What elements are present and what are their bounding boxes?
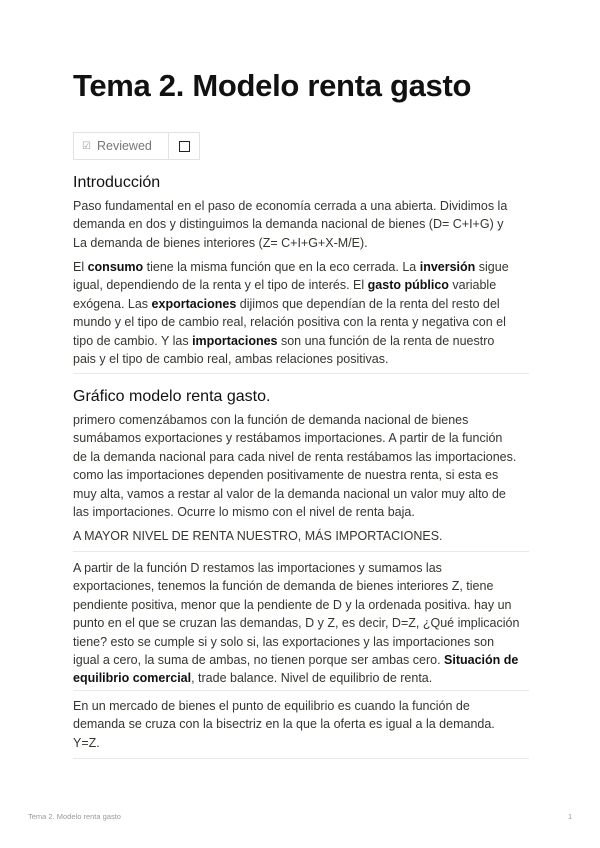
text-line: Y=Z. (73, 735, 100, 750)
text-line: punto en el que se cruzan las demandas, D y Z, es decir, D=Z, ¿Qué implicación (73, 616, 520, 631)
property-label: Reviewed (96, 139, 152, 153)
footer-page-number: 1 (568, 812, 573, 821)
divider (73, 373, 529, 374)
grafico-paragraph-3 (73, 559, 529, 688)
text-line: muy alta, vamos a restar al valor de la demanda nacional un valor muy alto de (73, 486, 506, 501)
text-line: mundo y el tipo de cambio real, relación positiva con la renta y negativa con el (73, 315, 506, 330)
bold-term: inversión (419, 260, 476, 274)
divider (73, 551, 529, 552)
text-line: demanda en dos y distinguimos la demanda nacional de bienes (D= C+I+G) y (73, 217, 504, 232)
text-line: pendiente positiva, menor que la pendiente de D y la ordenada positiva. hay un (73, 597, 512, 612)
reviewed-checkbox[interactable] (179, 141, 190, 152)
text-line: Paso fundamental en el paso de economía cerrada a una abierta. Dividimos la (73, 199, 508, 213)
text-line: igual, dependiendo de la renta y el tipo de interés. El gasto público variable (73, 278, 497, 293)
text-line: igual a cero, la suma de ambas, no tienen porque ser ambas cero. Situación de (73, 653, 519, 668)
reviewed-checkbox-cell[interactable] (169, 133, 199, 159)
bold-term: consumo (87, 260, 144, 274)
section-heading-grafico: Gráfico modelo renta gasto. (73, 388, 271, 405)
divider (73, 758, 529, 759)
intro-paragraph-2 (73, 258, 529, 368)
text-line: exógena. Las exportaciones dijimos que dependían de la renta del resto del (73, 296, 500, 311)
text-line: demanda se cruza con la bisectriz en la que la oferta es igual a la demanda. (73, 717, 495, 732)
property-row (73, 132, 200, 160)
grafico-paragraph-2: A MAYOR NIVEL DE RENTA NUESTRO, MÁS IMPORTACIONES. (73, 529, 443, 543)
text-line: sumábamos exportaciones y restábamos importaciones. A partir de la función (73, 431, 503, 446)
text-line: equilibrio comercial, trade balance. Nivel de equilibrio de renta. (73, 671, 433, 686)
footer-title: Tema 2. Modelo renta gasto (28, 812, 121, 821)
text-line: de la demanda nacional para cada nivel de renta restábamos las importaciones. (73, 449, 517, 464)
bold-term: Situación de (444, 653, 519, 668)
page-title: Tema 2. Modelo renta gasto (73, 68, 472, 103)
bold-term: exportaciones (151, 296, 237, 311)
text-line: exportaciones, tenemos la función de demanda de bienes interiores Z, tiene (73, 579, 494, 594)
text-line: La demanda de bienes interiores (Z= C+I+G+X-M/E). (73, 235, 368, 250)
grafico-paragraph-4 (73, 697, 529, 752)
text-line: En un mercado de bienes el punto de equilibrio es cuando la función de (73, 699, 470, 713)
text-line: El consumo tiene la misma función que en la eco cerrada. La inversión sigue (73, 260, 509, 274)
bold-term: gasto público (367, 278, 449, 293)
section-heading-introduccion: Introducción (73, 174, 161, 191)
intro-paragraph-1 (73, 197, 529, 252)
text-line: tiene? esto se cumple si y solo si, las exportaciones y las importaciones son (73, 634, 495, 649)
checkbox-property-icon: ☑ (82, 140, 91, 152)
text-line: primero comenzábamos con la función de demanda nacional de bienes (73, 413, 469, 427)
text-line: las importaciones. Ocurre lo mismo con el nivel de renta baja. (73, 505, 415, 520)
text-line: tipo de cambio. Y las importaciones son una función de la renta de nuestro (73, 333, 495, 348)
grafico-paragraph-1 (73, 411, 529, 521)
divider (73, 690, 529, 691)
bold-term: importaciones (192, 333, 278, 348)
property-name (74, 133, 169, 159)
bold-term: equilibrio comercial (73, 671, 192, 686)
text-line: como las importaciones dependen positivamente de nuestra renta, si esta es (73, 468, 499, 483)
text-line: A partir de la función D restamos las importaciones y sumamos las (73, 561, 442, 575)
text-line: pais y el tipo de cambio real, ambas relaciones positivas. (73, 352, 389, 367)
